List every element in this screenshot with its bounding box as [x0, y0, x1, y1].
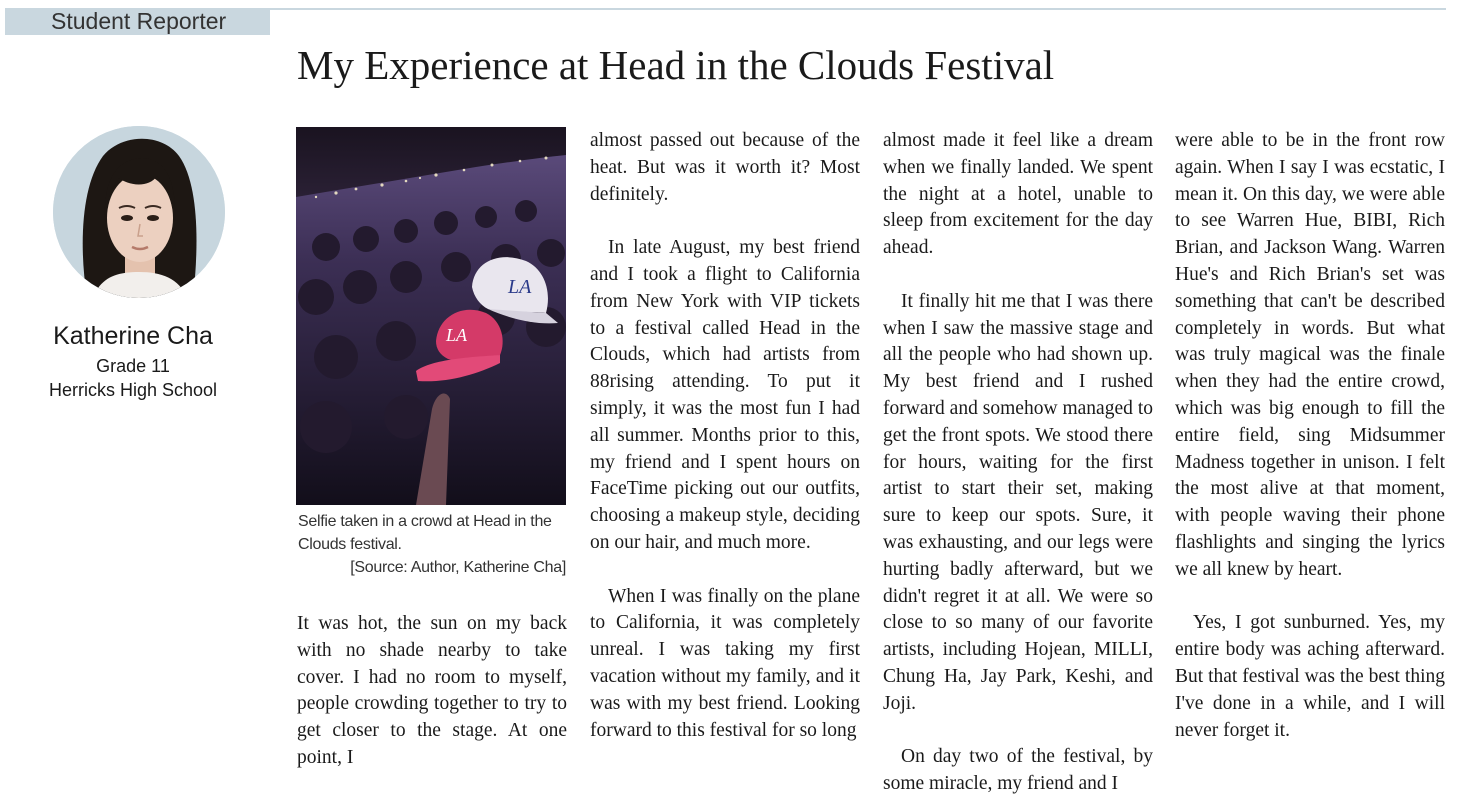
author-name: Katherine Cha [53, 322, 213, 350]
body-column-2 [590, 128, 860, 744]
paragraph-1b: almost passed out because of the heat. But was it worth it? Most definitely. [590, 130, 860, 205]
paragraph-5a: On day two of the festival, by some miracle, my friend and I [883, 746, 1153, 795]
author-block [0, 318, 266, 402]
body-column-3 [883, 128, 1153, 798]
paragraph-3a: When I was finally on the plane to California, it was completely unreal. I was taking my first vacation without my family, and it was with my best friend. Looking forward to this festival for so long [590, 585, 860, 741]
white-cap-logo: LA [508, 276, 532, 298]
paragraph-2: In late August, my best friend and I took a flight to California from New York with VIP tickets to a festival called Head in the Clouds, which had artists from 88rising attending. To put it simply, it was the most fun I had all summer. Months prior to this, my friend and I spent hours on FaceTime picking out our outfits, choosing a makeup style, deciding on our hair, and much more. [590, 237, 860, 553]
header-rule [270, 8, 1446, 10]
paragraph-3b: almost made it feel like a dream when we finally landed. We spent the night at a hotel, unable to sleep from excitement for the day ahead. [883, 130, 1153, 259]
body-column-4 [1175, 128, 1445, 744]
paragraph-6: Yes, I got sunburned. Yes, my entire body was aching afterward. But that festival was the best thing I've done in a while, and I will never forget it. [1175, 612, 1445, 741]
paragraph-1a: It was hot, the sun on my back with no shade nearby to take cover. I had no room to myself, people crowding together to try to get closer to the stage. At one point, I [297, 613, 567, 768]
caption-source: [Source: Author, Katherine Cha] [350, 559, 566, 576]
author-avatar [53, 126, 225, 298]
paragraph-4: It finally hit me that I was there when I saw the massive stage and all the people who had shown up. My best friend and I rushed forward and somehow managed to get the front spots. We stood there for hours, waiting for the first artist to start their set, making sure to keep our spots. Sure, it was exhausting, and our legs were hurting badly afterward, but we didn't regret it at all. We were so close to so many of our favorite artists, including Hojean, MILLI, Chung Ha, Jay Park, Keshi, and Joji. [883, 290, 1153, 714]
section-label: Student Reporter [5, 8, 270, 35]
photo-caption [298, 510, 568, 579]
article-headline: My Experience at Head in the Clouds Festival [297, 42, 1055, 88]
article-photo [296, 127, 566, 505]
author-grade: Grade 11 [96, 356, 170, 376]
red-cap-logo: LA [446, 325, 468, 345]
author-school: Herricks High School [48, 380, 218, 400]
caption-text: Selfie taken in a crowd at Head in the Clouds festival. [298, 513, 552, 553]
paragraph-5b: were able to be in the front row again. When I say I was ecstatic, I mean it. On this day, we were able to see Warren Hue, BIBI, Rich Brian, and Jackson Wang. Warren Hue's and Rich Brian's set was something that can't be described completely in words. But what was truly magical was the finale when they had the entire crowd, which was big enough to fill the entire field, sing Midsummer Madness together in unison. I felt the most alive at that moment, with people waving their phone flashlights and singing the lyrics we all knew by heart. [1175, 130, 1445, 580]
